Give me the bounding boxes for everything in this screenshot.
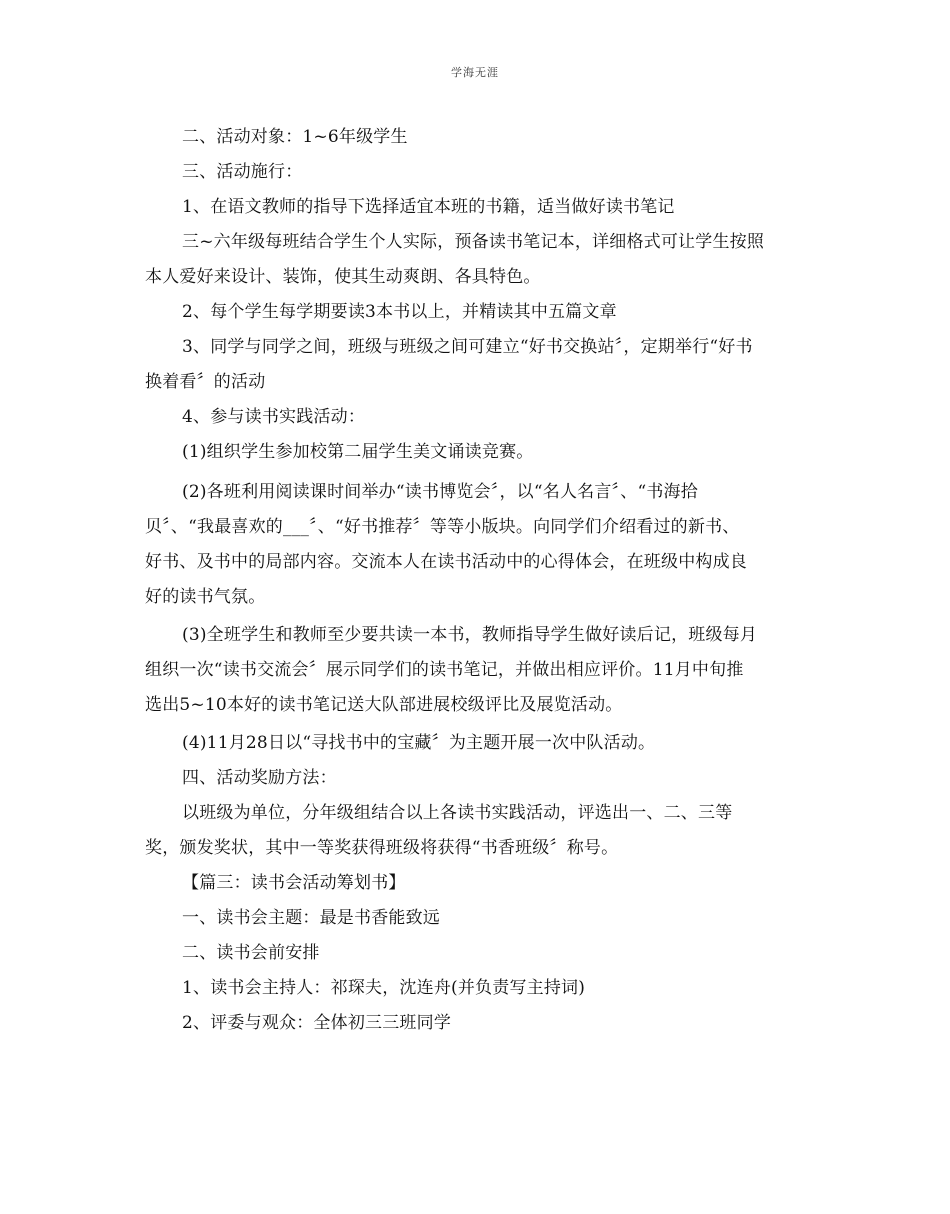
paragraph-line: 三~六年级每班结合学生个人实际，预备读书笔记本，详细格式可让学生按照: [182, 232, 765, 252]
paragraph-line: 2、每个学生每学期要读3本书以上，并精读其中五篇文章: [182, 302, 617, 322]
page-header: 学海无涯: [451, 66, 499, 79]
paragraph-line: 1、读书会主持人：祁琛夫，沈连舟(并负责写主持词): [182, 978, 586, 998]
paragraph-line: 二、读书会前安排: [182, 943, 320, 963]
paragraph-line: 3、同学与同学之间，班级与班级之间可建立“好书交换站〞，定期举行“好书: [182, 337, 753, 357]
paragraph-line: 一、读书会主题：最是书香能致远: [182, 908, 440, 928]
paragraph-line: 三、活动施行：: [182, 162, 303, 182]
section-heading: 【篇三：读书会活动筹划书】: [182, 873, 406, 893]
paragraph-line: (2)各班利用阅读课时间举办“读书博览会〞，以“名人名言〞、“书海拾: [182, 482, 698, 502]
paragraph-line: 选出5~10本好的读书笔记送大队部进展校级评比及展览活动。: [145, 695, 623, 715]
paragraph-line: 奖，颁发奖状，其中一等奖获得班级将获得“书香班级〞称号。: [145, 838, 619, 858]
paragraph-line: 本人爱好来设计、装饰，使其生动爽朗、各具特色。: [145, 267, 541, 287]
paragraph-line: 4、参与读书实践活动：: [182, 407, 366, 427]
paragraph-line: 2、评委与观众：全体初三三班同学: [182, 1013, 452, 1033]
paragraph-line: 组织一次“读书交流会〞展示同学们的读书笔记，并做出相应评价。11月中旬推: [145, 660, 744, 680]
paragraph-line: 好的读书气氛。: [145, 587, 266, 607]
paragraph-line: 二、活动对象：1~6年级学生: [182, 127, 408, 147]
paragraph-line: 贝〞、“我最喜欢的___〞、“好书推荐〞等等小版块。向同学们介绍看过的新书、: [145, 517, 740, 537]
paragraph-line: (1)组织学生参加校第二届学生美文诵读竞赛。: [182, 442, 534, 462]
paragraph-line: 1、在语文教师的指导下选择适宜本班的书籍，适当做好读书笔记: [182, 197, 675, 217]
paragraph-line: 换着看〞的活动: [145, 372, 266, 392]
paragraph-line: (4)11月28日以“寻找书中的宝藏〞为主题开展一次中队活动。: [182, 733, 656, 753]
paragraph-line: (3)全班学生和教师至少要共读一本书，教师指导学生做好读后记，班级每月: [182, 625, 758, 645]
paragraph-line: 四、活动奖励方法：: [182, 768, 337, 788]
paragraph-line: 好书、及书中的局部内容。交流本人在读书活动中的心得体会，在班级中构成良: [145, 552, 747, 572]
paragraph-line: 以班级为单位，分年级组结合以上各读书实践活动，评选出一、二、三等: [182, 803, 733, 823]
